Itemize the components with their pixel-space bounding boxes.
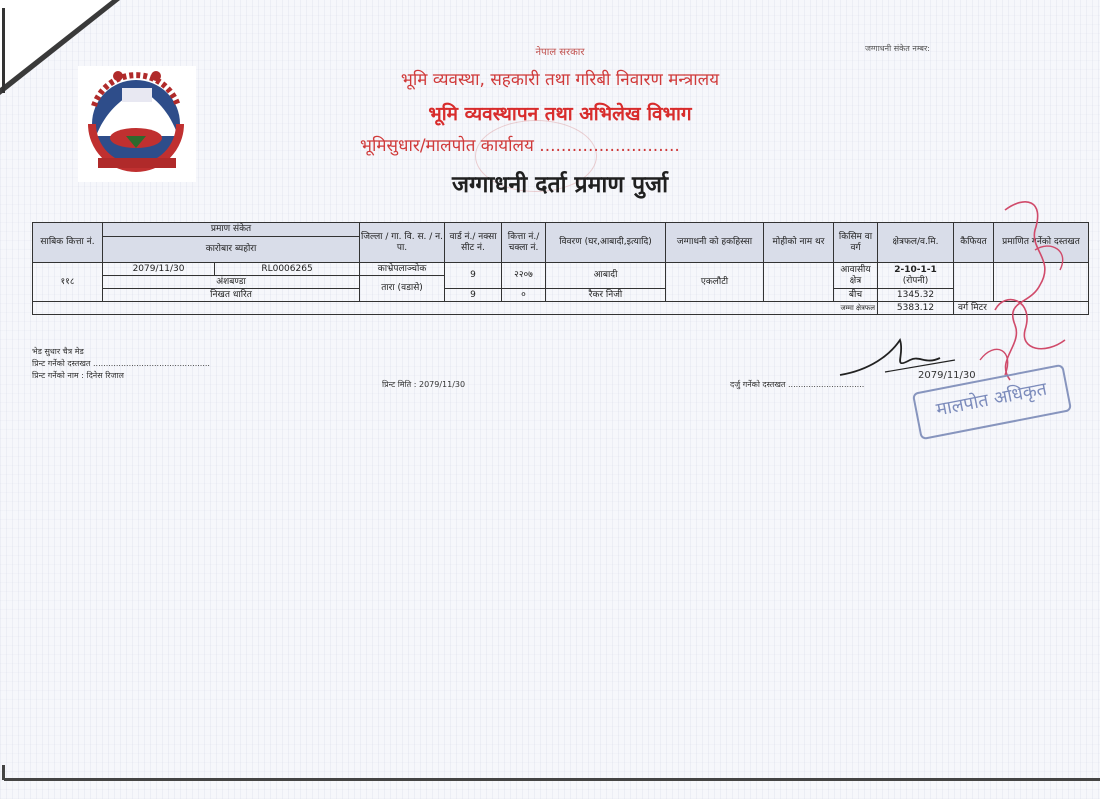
table-row [33,263,1089,276]
cell-reg-code: RL0006265 [215,263,360,276]
cell-ownership: एकलौटी [666,263,764,302]
symbol-number-label: जग्गाधनी संकेत नम्बर: [865,44,930,53]
table-row [33,289,1089,302]
government-heading: नेपाल सरकार [535,47,585,58]
total-unit: वर्ग मिटर [954,302,1089,315]
signature-date: 2079/11/30 [918,370,976,381]
col-district: जिल्ला / गा. वि. स. / न. पा. [360,223,445,263]
scan-edge-left [2,8,5,93]
page-title: जग्गाधनी दर्ता प्रमाण पुर्जा [451,172,669,198]
printer-signature-line: प्रिन्ट गर्नेको दस्तखत .............................................. [32,359,210,368]
cell-area-1 [878,263,954,289]
registrar-signature-label: दर्जु गर्नेको दस्तखत .............................. [730,380,865,389]
cell-details-2: रैकर निजी [546,289,666,302]
cell-ward-2: 9 [445,289,502,302]
table-header-row [33,223,1089,237]
col-type: किसिम वा वर्ग [834,223,878,263]
cell-details-1: आबादी [546,263,666,289]
col-details: विवरण (घर,आबादी,इत्यादि) [546,223,666,263]
office-heading: भूमिसुधार/मालपोत कार्यालय .......................... [360,136,680,156]
printer-name: प्रिन्ट गर्नेको नाम : दिनेस रिजाल [32,371,124,380]
officer-stamp: मालपोत अधिकृत [912,364,1072,441]
cell-area-2: 1345.32 [878,289,954,302]
cell-old-kitta: ११८ [33,263,103,302]
col-ownership: जग्गाधनी को हकहिस्सा [666,223,764,263]
nepal-emblem-icon [78,66,196,182]
print-date: प्रिन्ट मिति : 2079/11/30 [382,380,466,389]
total-label: जम्मा क्षेत्रफल [834,302,878,315]
land-record-table [32,222,1089,315]
total-value: 5383.12 [878,302,954,315]
scan-edge-bottom-tick [2,765,5,780]
cell-kitta-1: २२०७ [502,263,546,289]
department-heading: भूमि व्यवस्थापन तथा अभिलेख विभाग [428,103,692,125]
ministry-heading: भूमि व्यवस्था, सहकारी तथा गरिबी निवारण मन्त्रालय [400,70,720,90]
cell-kitta-2: ० [502,289,546,302]
cell-date: 2079/11/30 [103,263,215,276]
handwritten-signature [830,330,980,390]
col-auth-code: प्रमाण संकेत [103,223,360,237]
area-unit-note: (रोपनी) [902,275,929,286]
col-kitta: कित्ता नं./ चक्ला नं. [502,223,546,263]
cell-transaction-2: निखत धारित [103,289,360,302]
col-signature: प्रमाणित गर्नेको दस्तखत [994,223,1089,263]
footer-line-1: भेड सुधार चैत्र मेड [32,347,84,356]
cell-tenant [764,263,834,302]
table-total-row [33,302,1089,315]
cell-district-1: काभ्रेपलाञ्चोक [360,263,445,276]
cell-transaction-1: अंशबण्डा [103,276,360,289]
cell-type-1: आवासीय क्षेत्र [834,263,878,289]
ink-signature [975,190,1085,400]
cell-type-2: बीच [834,289,878,302]
area-ropani: 2-10-1-1 [894,265,937,276]
col-old-kitta: साबिक कित्ता नं. [33,223,103,263]
cell-district-2: तारा (वडासे) [360,276,445,302]
col-area: क्षेत्रफल/व.मि. [878,223,954,263]
col-remarks: कैफियत [954,223,994,263]
cell-ward-1: 9 [445,263,502,289]
col-ward: वार्ड नं./ नक्सा सीट नं. [445,223,502,263]
scan-edge-bottom [4,778,1100,781]
col-transaction: कारोबार ब्यहोरा [103,237,360,263]
col-tenant: मोहीको नाम थर [764,223,834,263]
total-spacer [33,302,834,315]
